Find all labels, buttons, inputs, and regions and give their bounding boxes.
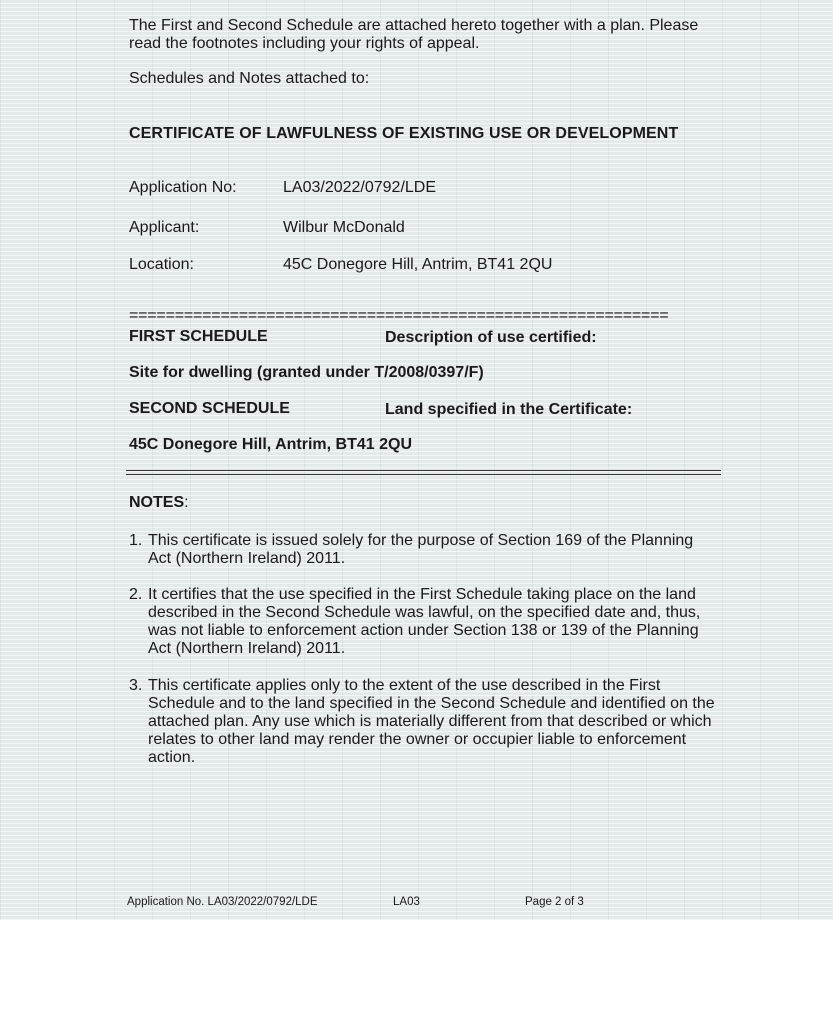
second-schedule-value: 45C Donegore Hill, Antrim, BT41 2QU: [129, 436, 413, 453]
footer-application: Application No. LA03/2022/0792/LDE: [127, 896, 318, 908]
applicant-value: Wilbur McDonald: [283, 219, 405, 236]
double-divider: [126, 470, 721, 475]
footer-page-number: Page 2 of 3: [525, 896, 584, 908]
application-label: Application No:: [129, 179, 237, 196]
notes-heading: [129, 494, 189, 512]
certificate-title: CERTIFICATE OF LAWFULNESS OF EXISTING USE OR DEVELOPMENT: [129, 125, 679, 142]
note-item: [129, 586, 719, 658]
note-text: It certifies that the use specified in the First Schedule taking place on the land described in the Second Schedule was lawful, on the specified date and, thus, was not liable to enforcement action under Section 138 or 139 of the Planning Act (Northern Ireland) 2011.: [148, 586, 701, 657]
application-value: LA03/2022/0792/LDE: [283, 179, 437, 196]
applicant-label: Applicant:: [129, 219, 200, 236]
equals-separator: ===========================================================: [129, 307, 669, 324]
location-value: 45C Donegore Hill, Antrim, BT41 2QU: [283, 256, 553, 273]
note-item: [129, 532, 719, 568]
notes-heading-text: NOTES: [129, 494, 185, 511]
intro-text: The First and Second Schedule are attached hereto together with a plan. Please read the footnotes including your rights of appeal.: [129, 17, 699, 52]
first-schedule-heading: FIRST SCHEDULE: [129, 328, 268, 345]
second-schedule-heading: SECOND SCHEDULE: [129, 400, 290, 417]
schedules-attached-text: Schedules and Notes attached to:: [129, 70, 370, 87]
first-schedule-description-heading: Description of use certified:: [385, 329, 597, 346]
note-text: This certificate is issued solely for the purpose of Section 169 of the Planning Act (Northern Ireland) 2011.: [148, 532, 694, 567]
footer-council-code: LA03: [393, 896, 420, 908]
notes-heading-colon: :: [184, 494, 189, 511]
note-number: 3.: [129, 677, 143, 694]
location-label: Location:: [129, 256, 194, 273]
note-number: 2.: [129, 586, 143, 603]
second-schedule-description-heading: Land specified in the Certificate:: [385, 401, 633, 418]
first-schedule-value: Site for dwelling (granted under T/2008/0397/F): [129, 364, 484, 381]
note-number: 1.: [129, 532, 143, 549]
note-item: [129, 677, 719, 767]
note-text: This certificate applies only to the extent of the use described in the First Schedule and to the land specified in the Second Schedule and identified on the attached plan. Any use which is materially different from that described or which relates to other land may render the owner or occupier liable to enforcement action.: [148, 677, 715, 766]
